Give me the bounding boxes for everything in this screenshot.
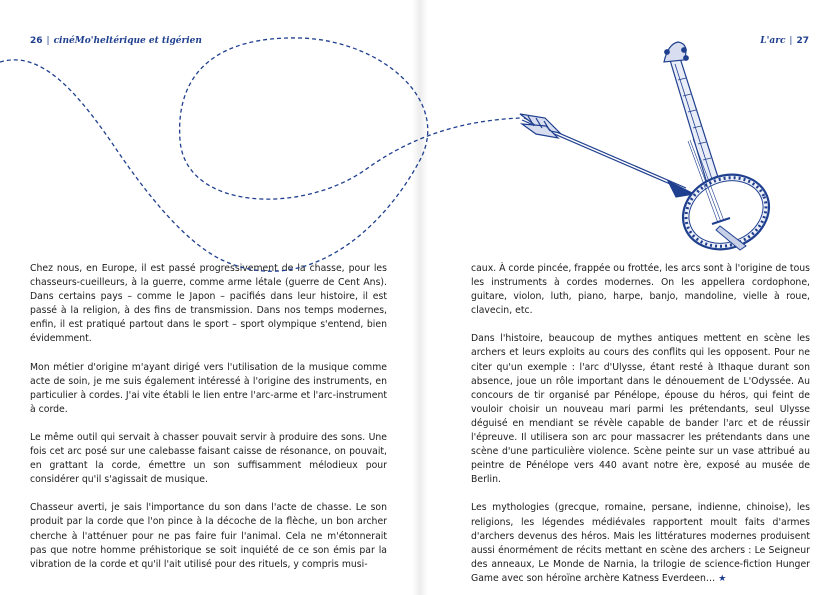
right-body-text xyxy=(471,262,810,586)
paragraph: Mon métier d'origine m'ayant dirigé vers l'utilisation de la musique comme acte de soin, je me suis également intéressé à l'origine des instruments, en particulier à cordes. J'ai vite établi le lien entre l'arc-arme et l'arc-instrument à corde. xyxy=(30,361,387,415)
right-running-title: L'arc xyxy=(760,36,786,46)
page-number-right: 27 xyxy=(796,36,809,46)
paragraph: Chez nous, en Europe, il est passé progressivement de la chasse, pour les chasseurs-cueilleurs, à la guerre, comme arme létale (guerre de Cent Ans). Dans certains pays – comme le Japon – pacifiés dans leur histoire, il est passé à la religion, à des fins de transmission. Dans nos temps modernes, enfin, il est pratiqué partout dans le sport – sport olympique s'entend, bien évidemment. xyxy=(30,263,387,345)
page-number-left: 26 xyxy=(30,36,43,46)
star-icon: ★ xyxy=(718,573,727,584)
paragraph: Chasseur averti, je sais l'importance du son dans l'acte de chasse. Le son produit par la corde que l'on pince à la décoche de la flèche, un bon archer cherche à l'atténuer pour ne pas faire fuir l'animal. Cela ne m'étonnerait pas que notre homme préhistorique se soit inquiété de ce son émis par la vibration de la corde et qu'il l'ait utilisé pour des rituels, y compris musi- xyxy=(30,502,387,570)
paragraph: Dans l'histoire, beaucoup de mythes antiques mettent en scène les archers et leurs exploits au cours des conflits qui les opposent. Pour ne citer qu'un exemple : l'arc d'Ulysse, étant resté à Ithaque durant son absence, joue un rôle important dans le dénouement de L'Odyssée. Au concours de tir organisé par Pénélope, épouse du héros, qui feint de vouloir choisir un nouveau mari parmi les prétendants, seul Ulysse déguisé en mendiant se révèle capable de bander l'arc et de réussir l'épreuve. Il utilisera son arc pour massacrer les prétendants dans une scène d'une particulière violence. Scène peinte sur un vase attribué au peintre de Pénélope vers 440 avant notre ère, exposé au musée de Berlin. xyxy=(471,333,810,486)
left-body-text xyxy=(30,262,387,572)
paragraph: caux. À corde pincée, frappée ou frottée, les arcs sont à l'origine de tous les instruments à cordes modernes. On les appellera cordophone, guitare, violon, luth, piano, harpe, banjo, mandoline, vielle à roue, clavecin, etc. xyxy=(471,263,810,317)
right-running-head xyxy=(760,36,809,46)
separator: | xyxy=(789,36,793,46)
separator: | xyxy=(46,36,50,46)
left-running-head xyxy=(30,36,202,46)
left-running-title: cinéMo'heltérique et tigérien xyxy=(53,36,202,46)
paragraph: Le même outil qui servait à chasser pouvait servir à produire des sons. Une fois cet arc posé sur une calebasse faisant caisse de résonance, on pouvait, en grattant la corde, émettre un son suffisamment mélodieux pour considérer qu'il s'agissait de musique. xyxy=(30,431,387,486)
paragraph xyxy=(471,501,810,586)
book-gutter xyxy=(412,0,428,595)
left-page xyxy=(0,0,419,595)
right-page xyxy=(419,0,839,595)
paragraph-text: Les mythologies (grecque, romaine, persane, indienne, chinoise), les religions, les légendes médiévales rapportent moult faits d'armes d'archers devenus des héros. Mais les littératures modernes produisent aussi énormément de récits mettant en scène des archers : Le Seigneur des anneaux, Le Monde de Narnia, la trilogie de science-fiction Hunger Game avec son héroïne archère Katness Everdeen… xyxy=(471,502,810,584)
